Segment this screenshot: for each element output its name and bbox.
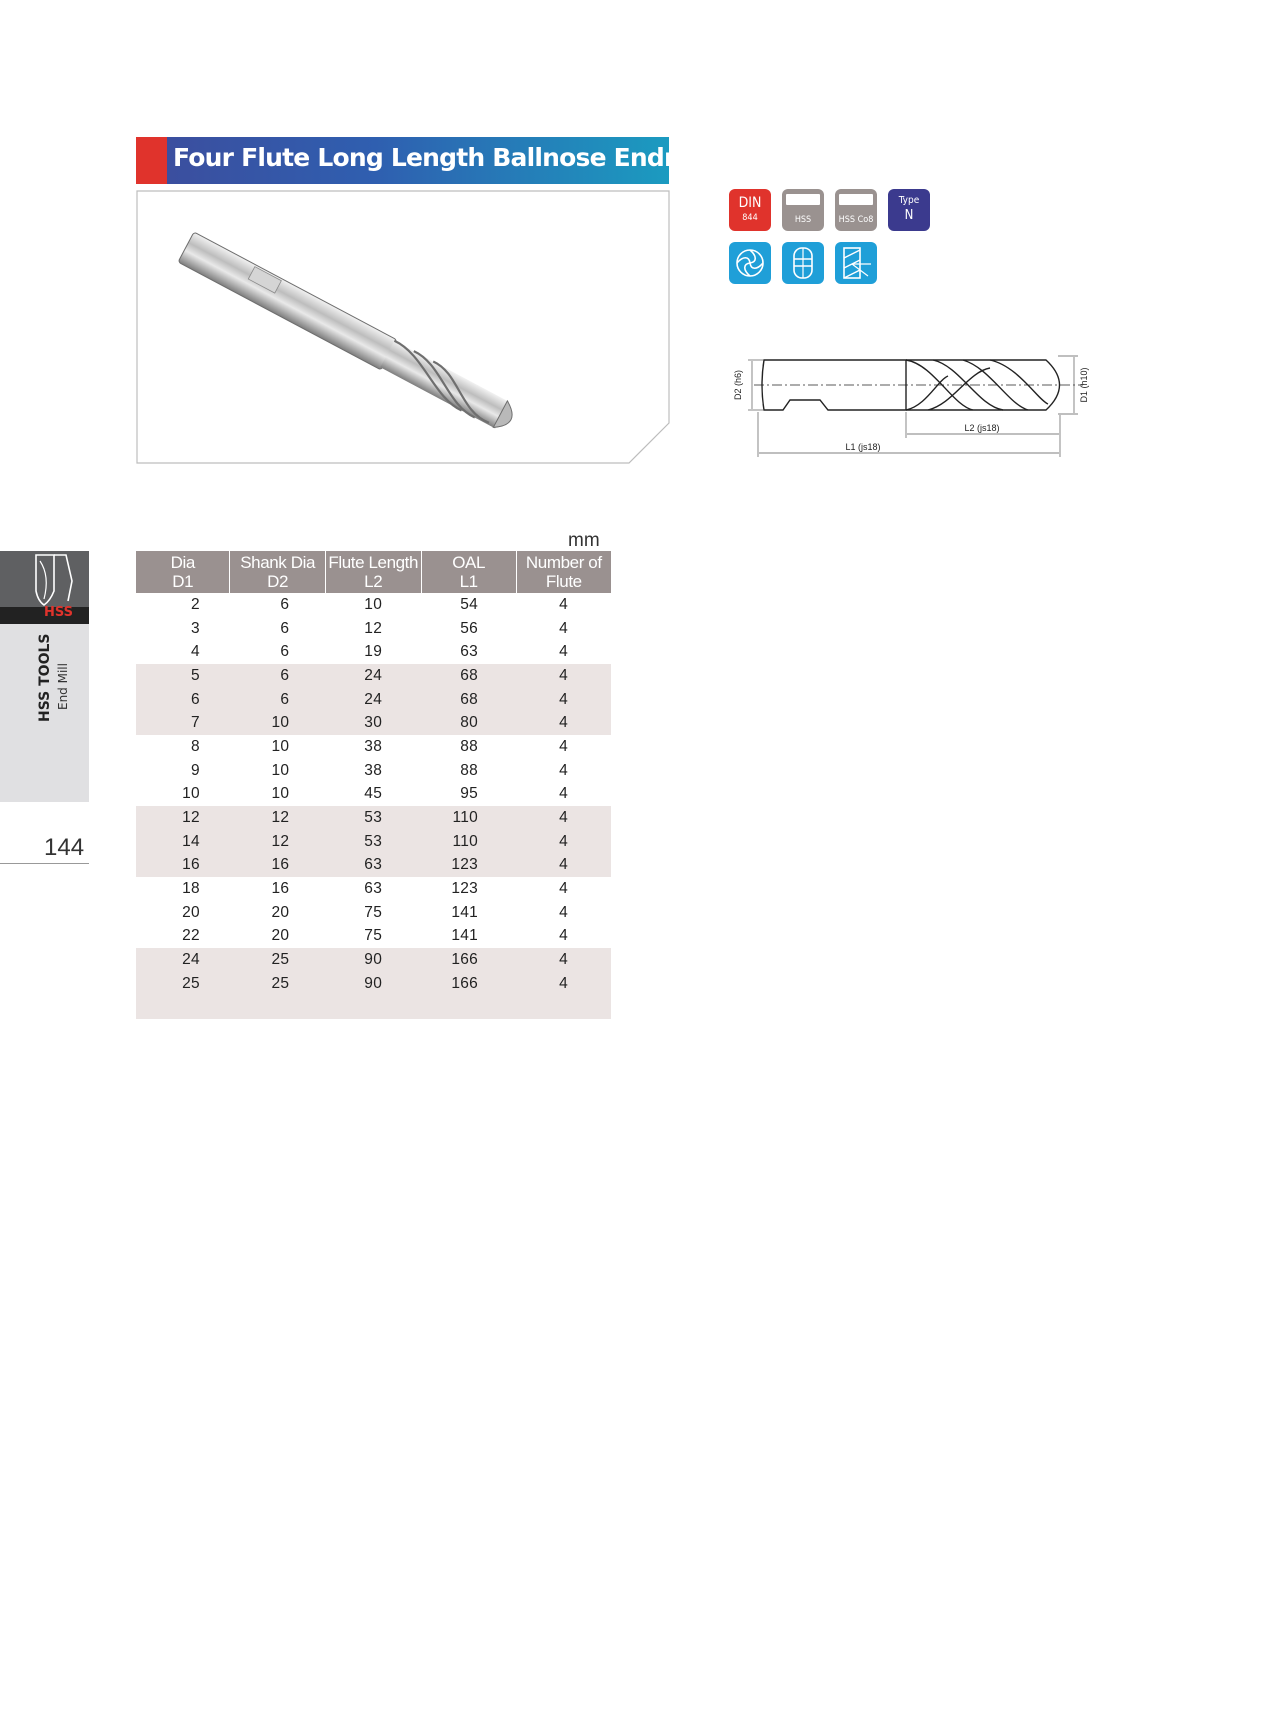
d2-label: D2 (h6) [733,369,743,401]
din-844-badge [729,189,771,231]
table-row [136,806,611,830]
cell-number-of-flute: 4 [559,785,568,803]
cell-flute-length: 53 [325,806,421,830]
type-n-badge [888,189,930,231]
table-row [136,640,611,664]
material-strip-icon [786,194,820,205]
cell-shank-dia: 10 [271,761,290,779]
page-title: Four Flute Long Length Ballnose Endmill [173,143,713,172]
cell-dia: 2 [191,595,200,613]
type-value: N [904,208,914,223]
page-number-rule [0,863,89,864]
table-row [136,711,611,735]
d1-label: D1 (h10) [1079,367,1089,403]
cell-number-of-flute: 4 [516,664,611,688]
cell-oal: 88 [460,761,479,779]
table-header-row [136,551,611,593]
cell-flute-length: 45 [364,785,383,803]
cell-dia: 10 [182,785,200,803]
cell-number-of-flute: 4 [559,619,568,637]
cell-flute-length: 75 [364,927,383,945]
helix-angle-icon [835,242,877,284]
cell-oal: 68 [421,688,516,712]
cell-number-of-flute: 4 [559,643,568,661]
table-row [136,593,611,617]
page-number: 144 [44,834,85,861]
cell-flute-length: 30 [325,711,421,735]
cell-number-of-flute: 4 [559,737,568,755]
header-flute-length: Flute Length L2 [325,551,421,593]
table-row [136,877,611,901]
cell-number-of-flute: 4 [516,711,611,735]
cell-shank-dia: 10 [271,785,290,803]
cell-number-of-flute: 4 [559,880,568,898]
table-row [136,830,611,854]
hss-co8-label: HSS Co8 [838,215,874,225]
header-shank-dia: Shank Dia D2 [230,551,325,593]
cell-shank-dia: 6 [280,595,290,613]
type-label: Type [898,195,920,206]
cell-flute-length: 63 [325,854,421,878]
cell-shank-dia: 12 [230,830,325,854]
cell-oal: 68 [421,664,516,688]
cell-dia: 3 [191,619,200,637]
cell-shank-dia: 6 [280,643,290,661]
cell-flute-length: 38 [364,761,383,779]
cell-shank-dia: 20 [271,927,290,945]
table-row [136,925,611,949]
cell-flute-length: 24 [325,688,421,712]
cell-oal: 63 [460,643,479,661]
cell-shank-dia: 6 [280,619,290,637]
category-badge: HSS [44,605,74,620]
header-dia: Dia D1 [136,551,230,593]
cell-oal: 123 [451,880,479,898]
cell-flute-length: 38 [364,737,383,755]
din-number: 844 [742,213,758,223]
cell-oal: 88 [460,737,479,755]
sidebar-title: HSS TOOLS [37,633,53,722]
cell-flute-length: 53 [325,830,421,854]
cell-oal: 95 [460,785,479,803]
cell-number-of-flute: 4 [516,688,611,712]
cell-oal: 141 [451,927,479,945]
table-row [136,735,611,759]
table-row [136,854,611,878]
cell-shank-dia: 10 [230,711,325,735]
table-row [136,664,611,688]
product-photo [136,190,670,464]
cell-shank-dia: 16 [230,854,325,878]
cell-shank-dia: 10 [271,737,290,755]
cell-shank-dia: 25 [230,972,325,996]
cell-dia: 5 [136,664,230,688]
cell-flute-length: 12 [364,619,383,637]
cell-flute-length: 75 [364,903,383,921]
cell-number-of-flute: 4 [559,903,568,921]
table-row [136,972,611,996]
cell-dia: 4 [191,643,200,661]
cell-dia: 12 [136,806,230,830]
cell-dia: 24 [136,948,230,972]
l1-label: L1 (js18) [845,442,881,452]
cell-shank-dia: 6 [230,688,325,712]
cell-dia: 8 [191,737,200,755]
cell-dia: 14 [136,830,230,854]
cell-dia: 20 [182,903,200,921]
hss-badge [782,189,824,231]
header-number-of-flute: Number of Flute [516,551,611,593]
table-row [136,901,611,925]
cell-number-of-flute: 4 [516,830,611,854]
cell-dia: 9 [191,761,200,779]
unit-label: mm [568,530,600,551]
cell-oal: 56 [460,619,479,637]
material-strip-icon [839,194,873,205]
din-label: DIN [738,195,762,211]
cell-shank-dia: 12 [230,806,325,830]
title-accent [136,137,167,184]
ball-end-flutes-icon [729,242,771,284]
cell-flute-length: 90 [325,972,421,996]
cell-number-of-flute: 4 [516,948,611,972]
cell-oal: 54 [460,595,479,613]
table-row [136,759,611,783]
hss-co8-badge [835,189,877,231]
l2-label: L2 (js18) [964,423,1000,433]
table-row [136,617,611,641]
cell-number-of-flute: 4 [559,927,568,945]
cell-oal: 166 [421,972,516,996]
cell-oal: 166 [421,948,516,972]
cell-number-of-flute: 4 [559,761,568,779]
cell-number-of-flute: 4 [516,972,611,996]
cell-shank-dia: 20 [271,903,290,921]
cell-oal: 123 [421,854,516,878]
end-mill-icon [0,551,89,607]
spec-table [136,551,611,996]
technical-drawing [728,340,1148,465]
cell-number-of-flute: 4 [516,854,611,878]
cell-number-of-flute: 4 [516,806,611,830]
cell-oal: 141 [451,903,479,921]
cell-flute-length: 24 [325,664,421,688]
center-cutting-icon [782,242,824,284]
table-footer-band [136,996,611,1019]
hss-label: HSS [794,215,812,225]
header-oal: OAL L1 [421,551,516,593]
cell-dia: 22 [182,927,200,945]
cell-dia: 7 [136,711,230,735]
cell-dia: 25 [136,972,230,996]
sidebar-label [33,632,83,722]
sidebar-subtitle: End Mill [56,663,70,710]
cell-dia: 18 [182,880,200,898]
table-row [136,948,611,972]
cell-number-of-flute: 4 [559,595,568,613]
cell-flute-length: 90 [325,948,421,972]
table-row [136,783,611,807]
cell-oal: 80 [421,711,516,735]
cell-flute-length: 63 [364,880,383,898]
cell-flute-length: 19 [364,643,383,661]
cell-oal: 110 [421,830,516,854]
cell-dia: 16 [136,854,230,878]
cell-oal: 110 [421,806,516,830]
cell-shank-dia: 16 [271,880,290,898]
cell-shank-dia: 6 [230,664,325,688]
cell-flute-length: 10 [364,595,383,613]
cell-shank-dia: 25 [230,948,325,972]
table-row [136,688,611,712]
cell-dia: 6 [136,688,230,712]
